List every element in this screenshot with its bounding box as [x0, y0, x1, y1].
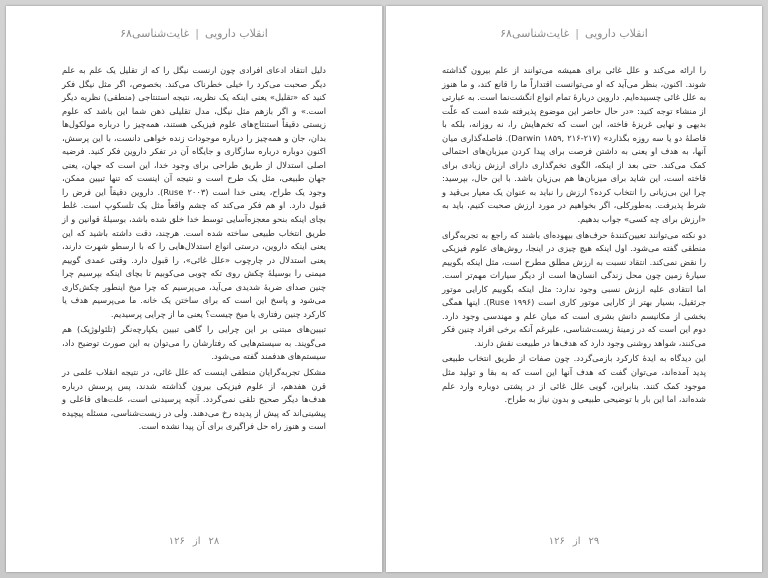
- of-label: از: [572, 536, 581, 547]
- page-divider: [383, 6, 384, 572]
- paragraph: دلیل انتقاد ادعای افرادی چون ارنست نیگل را که از تقلیل یک علم به علم دیگر صحبت می‌کرد را خیلی خطرناک می‌کند. بخصوص، اگر مثل نیگل فکر کنید که «تقلیل» یعنی اینکه یک نظریه، نتیجه استنتاجی (منطقی) نظریه دیگر است.» و اگر بازهم مثل نیگل، مدل تقلیلی ذهن شما این باشد که علوم زیستی دقیقاً استنتاج‌های علوم فیزیکی هستند، همه‌چیز را درباره مولکول‌ها بدان، جان و همه‌چیز را درباره موجودات زنده خواهی دانست، با این پرسش، اکنون دوباره درباره سازگاری و جایگاه آن در تفکر داروین فکر کنید. فرضیه اصلی استدلال از طریق طراحی برای وجود خدا، این است که جهان، یعنی جهان طبیعی، مثل یک طرح است و نتیجه آن اینست که تنها تبیین ممکن، وجود یک طراح، یعنی خدا است (Ruse ۲۰۰۳). داروین دقیقاً این فرض را قبول دارد. او هم فکر می‌کند که چشم واقعاً مثل یک تلسکوپ است. غلط بچای اینکه بنحو معجزه‌آسایی توسط خدا خلق شده باشد، بوسیلهٔ قوانین و از طریق انتخاب طبیعی ساخته شده است. هرچند، دقت داشته باشید که این یعنی اینکه داروین، درستی انواع استدلال‌هایی را که با ارسطو شهرت دارند، یعنی استدلال در چارچوب «علل غائی»، را قبول دارد. وقتی عمدی گوییم میمنی را بوسیلهٔ چکش روی تکه چوبی می‌کوبیم تا بچای اینکه بپرسیم چرا چنین صدای ضربهٔ شدیدی می‌آید، می‌پرسیم که چرا میخ اینطور چکش‌کاری می‌شود و پاسخ این است که برای ساختن یک خانه. ما می‌پرسیم هدف یا کارکرد چنین رفتاری یا میخ چیست؟ یعنی ما از چرایی پرسیدیم.: [62, 65, 326, 319]
- paragraph: را ارائه می‌کند و علل غائی برای همیشه می‌توانند از علم بیرون گذاشته شوند. اکنون، بنظر می‌آید که او می‌توانست اقتداراً ما را قانع کند، و ما هنوز به علل غائی چسبیده‌ایم. داروین دربارهٔ تمام انواع انگشت‌نما است. به عبارتی از منشاء توجه کنید: «در حال حاضر این موضوع پذیرفته شده است که علّت بدیهی و نهایی غریزهٔ فاخته، این است که تخم‌هایش را، نه روزانه، بلکه با فاصلهٔ دو یا سه روزه بگذارد» (Darwin ۱۸۵۹, ۲۱۶-۲۱۷). فاصله‌گذاری میان آنها، به هدف او یعنی به داشتن فرصت برای پیدا کردن میزبان‌های احتمالی کمک می‌کند. حتی بعد از اینکه، الگوی تخم‌گذاری دارای ارزش زیادی برای فاخته است، این شاید برای میزبان‌ها هم بی‌زیان باشد. با این حال، بپرسید: چرا این بی‌زیانی را انتخاب کرده؟ ارزش را نباید به عنوان یک معیار بی‌قید و شرط پذیرفت. به‌طورکلی، اگر بخواهیم در مورد ارزش صحبت کنیم، باید به «ارزش برای چه کسی» جواب بدهیم.: [442, 65, 706, 225]
- page-footer: [386, 536, 762, 547]
- header-separator: |: [195, 27, 199, 40]
- total-pages: ۱۲۶: [168, 536, 185, 547]
- page-number: ۲۸: [208, 536, 220, 547]
- page-header: [386, 27, 762, 40]
- page-body: [62, 64, 326, 434]
- paragraph: این دیدگاه به ایدهٔ کارکرد بازمی‌گردد. چون صفات از طریق انتخاب طبیعی پدید آمده‌اند، می‌توان گفت که هدف آنها این است که به بقا و تولید مثل موجود کمک کنند. بنابراین، گویی علل غائی از در پشتی دوباره وارد علم شده‌اند، اما این بار با توضیحی طبیعی و بدون نیاز به طراح.: [442, 353, 706, 405]
- total-pages: ۱۲۶: [548, 536, 565, 547]
- header-subtitle: غایت‌شناسی۶۸: [500, 27, 570, 40]
- header-subtitle: غایت‌شناسی۶۸: [120, 27, 190, 40]
- page-header: [6, 27, 382, 40]
- header-title: انقلاب دارویی: [204, 27, 268, 40]
- paragraph: مشکل تجربه‌گرایان منطقی اینست که علل غائی، در نتیجه انقلاب علمی در قرن هفدهم، از علوم فیزیکی بیرون گذاشته شدند، پس پرسش درباره هدف‌ها دیگر صحیح تلقی نمی‌گردد. آنچه پرسیدنی است، علت‌های فاعلی و پیشینی‌اند که پیش از پدیده رخ می‌دهند. ولی در زیست‌شناسی، مسئله پیچیده است و هنوز راه حل فراگیری برای آن پیدا نشده است.: [62, 367, 326, 432]
- paragraph: تبیین‌های مبتنی بر این چرایی را گاهی تبیین یکپارچه‌نگر (تلئولوژیک) هم می‌گویند. به سیستم‌هایی که رفتارشان را می‌توان به این صورت توضیح داد، سیستم‌های هدفمند گفته می‌شود.: [62, 324, 326, 362]
- header-title: انقلاب دارویی: [584, 27, 648, 40]
- paragraph: دو نکته می‌توانند تعیین‌کنندهٔ حرف‌های بیهوده‌ای باشند که راجع به تجربه‌گرای منطقی گفته می‌شود. اول اینکه هیچ چیزی در اینجا، روش‌های علوم فیزیکی را نقض نمی‌کند. انتقاد نسبت به ارزش مطلق مطرح است، مثل اینکه بگوییم سیارهٔ زمین چون محل زندگی انسان‌ها است از دیگر سیارات مهم‌تر است. اما انتقادی علیه ارزش نسبی وجود ندارد: مثل اینکه بگوییم کارایی موتور جرثقیل، بسیار بهتر از کارایی موتور کاری است (Ruse ۱۹۹۶). اینها همگی بخشی از مکانیسم دانش بشری است که میان علم و مهندسی وجود دارد. دوم این است که در زمینهٔ زیست‌شناسی، علیرغم آنکه برخی افراد چنین فکر می‌کنند، شواهد روشنی وجود دارد که هدف‌ها در طبیعت نقش دارند.: [442, 229, 706, 348]
- page-left: [6, 6, 382, 572]
- page-number: ۲۹: [588, 536, 600, 547]
- page-footer: [6, 536, 382, 547]
- page-body: [442, 64, 706, 407]
- of-label: از: [192, 536, 201, 547]
- page-right: [386, 6, 762, 572]
- header-separator: |: [575, 27, 579, 40]
